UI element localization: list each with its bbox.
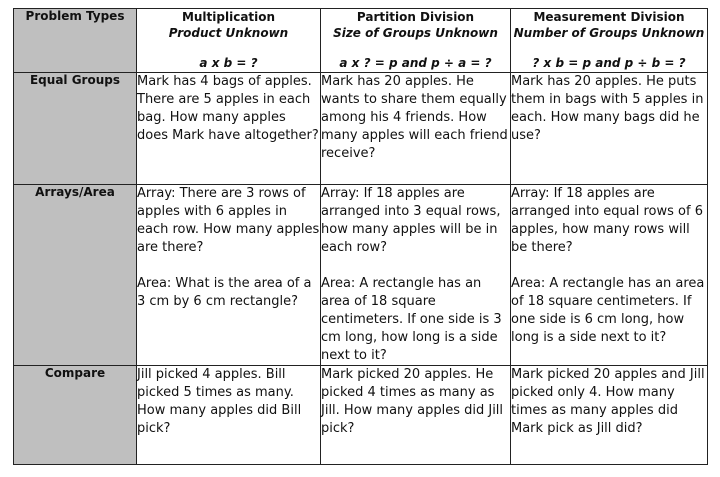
table-cell	[137, 366, 321, 465]
column-equation: ? x b = p and p ÷ b = ?	[532, 56, 686, 70]
table-cell	[511, 73, 708, 185]
cell-text-array: Array: If 18 apples are arranged into equal rows of 6 apples, how many rows will be there?	[511, 186, 703, 255]
column-subtitle: Size of Groups Unknown	[333, 26, 498, 40]
column-header-partition-division	[321, 9, 511, 73]
column-equation: a x b = ?	[199, 56, 258, 70]
column-subtitle: Product Unknown	[168, 26, 289, 40]
row-header-arrays-area: Arrays/Area	[14, 185, 137, 366]
row-header-compare: Compare	[14, 366, 137, 465]
row-header-equal-groups: Equal Groups	[14, 73, 137, 185]
table-cell	[137, 185, 321, 366]
cell-text-array: Array: There are 3 rows of apples with 6 apples in each row. How many apples are there?	[137, 186, 320, 255]
cell-text: Mark has 4 bags of apples. There are 5 apples in each bag. How many apples does Mark have altogether?	[137, 74, 319, 143]
cell-text: Mark picked 20 apples. He picked 4 times as many as Jill. How many apples did Jill pick?	[321, 367, 504, 436]
column-title: Multiplication	[181, 10, 276, 24]
cell-text: Jill picked 4 apples. Bill picked 5 times as many. How many apples did Bill pick?	[137, 367, 302, 436]
table-cell	[511, 366, 708, 465]
column-equation: a x ? = p and p ÷ a = ?	[339, 56, 492, 70]
table-cell	[321, 366, 511, 465]
table-row-compare	[14, 366, 708, 465]
cell-text-area: Area: What is the area of a 3 cm by 6 cm rectangle?	[137, 276, 312, 309]
header-row	[14, 9, 708, 73]
table-cell	[511, 185, 708, 366]
column-title: Partition Division	[356, 10, 475, 24]
table-cell	[137, 73, 321, 185]
table-row-equal-groups	[14, 73, 708, 185]
cell-text: Mark picked 20 apples and Jill picked only 4. How many times as many apples did Mark pick as Jill did?	[511, 367, 705, 436]
column-subtitle: Number of Groups Unknown	[513, 26, 705, 40]
column-header-multiplication	[137, 9, 321, 73]
cell-text-area: Area: A rectangle has an area of 18 square centimeters. If one side is 6 cm long, how long is a side next to it?	[511, 276, 705, 345]
table-cell	[321, 73, 511, 185]
corner-header: Problem Types	[14, 9, 137, 73]
table-cell	[321, 185, 511, 366]
column-header-measurement-division	[511, 9, 708, 73]
table-row-arrays-area	[14, 185, 708, 366]
cell-text: Mark has 20 apples. He wants to share them equally among his 4 friends. How many apples will each friend receive?	[321, 74, 508, 161]
problem-types-table	[13, 8, 708, 465]
cell-text-area: Area: A rectangle has an area of 18 square centimeters. If one side is 3 cm long, how long is a side next to it?	[321, 276, 502, 363]
column-title: Measurement Division	[533, 10, 685, 24]
cell-text: Mark has 20 apples. He puts them in bags with 5 apples in each. How many bags did he use?	[511, 74, 704, 143]
cell-text-array: Array: If 18 apples are arranged into 3 equal rows, how many apples will be in each row?	[321, 186, 501, 255]
